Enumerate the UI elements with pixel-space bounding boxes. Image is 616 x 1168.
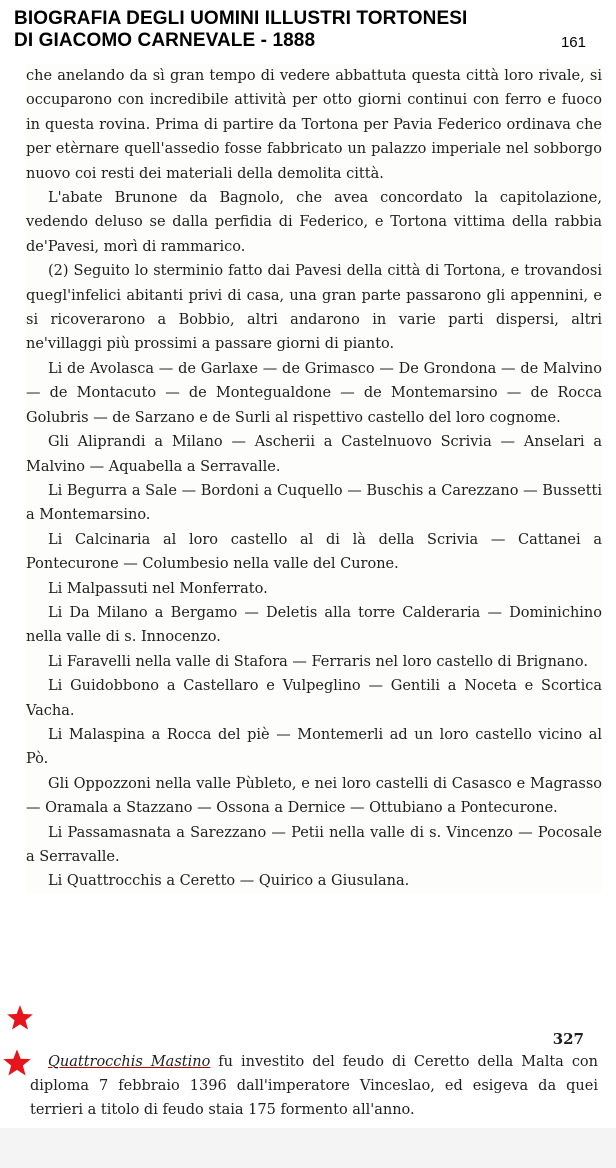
paragraph-note-2: (2) Seguito lo sterminio fatto dai Pavesi della città di Tortona, e trovandosi quegl'infelici abitanti privi di casa, una gran parte passarono gli appennini, e si ricoverarono a Bobbio, altri andarono in varie parti dispersi, altri ne'villaggi più prossimi a passare giorni di pianto.: [26, 263, 602, 353]
family-entry: Li Malaspina a Rocca del piè — Montemerli ad un loro castello vicino al Pò.: [26, 726, 602, 768]
underlined-name: Quattrocchis Mastino: [48, 1054, 211, 1070]
footnote-text: fu investito del feudo di Ceretto della Malta con diploma 7 febbraio 1396 dall'imperatore Vinceslao, ed esigeva da quei terrieri a titolo di feudo staia 175 formento all'anno.: [30, 1054, 599, 1118]
header-title-line1: BIOGRAFIA DEGLI UOMINI ILLUSTRI TORTONESI: [14, 8, 468, 29]
family-entry: Li Passamasnata a Sarezzano — Petii nella valle di s. Vincenzo — Pocosale a Serravalle.: [26, 824, 602, 865]
red-star-icon: [2, 1048, 32, 1078]
paragraph-siege: che anelando da sì gran tempo di vedere abbattuta questa città loro rivale, si occuparono con incredibile attività per otto giorni continui con ferro e fuoco in questa rovina. Prima di partire da Tortona per Pavia Federico ordinava che per etèrnare quell'assedio fosse fabbricato un palazzo imperiale nel sobborgo nuovo coi resti dei materiali della demolita città.: [26, 68, 602, 182]
family-entry: Li Calcinaria al loro castello al di là della Scrivia — Cattanei a Pontecurone — Columbesio nella valle del Curone.: [26, 531, 602, 573]
family-entry: Li de Avolasca — de Garlaxe — de Grimasco — De Grondona — de Malvino — de Montacuto — de Montegualdone — de Montemarsino — de Rocca Golubris — de Sarzano e de Surli al rispettivo castello del loro cognome.: [26, 360, 602, 426]
footnote-quattrocchis: [30, 1050, 598, 1122]
family-entry: Li Da Milano a Bergamo — Deletis alla torre Calderaria — Dominichino nella valle di s. Innocenzo.: [26, 604, 602, 646]
scanned-page-text: [26, 64, 602, 894]
family-entry: Li Guidobbono a Castellaro e Vulpeglino — Gentili a Noceta e Scortica Vacha.: [26, 678, 602, 719]
family-entry: Li Begurra a Sale — Bordoni a Cuquello — Buschis a Carezzano — Bussetti a Montemarsino.: [26, 482, 602, 524]
bottom-margin: [0, 1128, 616, 1168]
lower-page-number: 327: [552, 1030, 584, 1048]
family-entry-quattrocchis: Li Quattrocchis a Ceretto — Quirico a Giusulana.: [48, 873, 410, 890]
family-entry: Li Malpassuti nel Monferrato.: [48, 580, 268, 597]
family-entry: Gli Aliprandi a Milano — Ascherii a Castelnuovo Scrivia — Anselari a Malvino — Aquabella a Serravalle.: [26, 434, 602, 475]
page-number: 161: [560, 34, 586, 51]
document-header: [14, 8, 604, 52]
red-star-icon: [6, 1004, 34, 1032]
paragraph-abate: L'abate Brunone da Bagnolo, che avea concordato la capitolazione, vedendo deluso se dalla perfidia di Federico, e Tortona vittima della rabbia de'Pavesi, morì di rammarico.: [26, 190, 602, 255]
family-entry: Li Faravelli nella valle di Stafora — Ferraris nel loro castello di Brignano.: [48, 653, 588, 670]
family-entry: Gli Oppozzoni nella valle Pùbleto, e nei loro castelli di Casasco e Magrasso — Oramala a Stazzano — Ossona a Dernice — Ottubiano a Pontecurone.: [26, 775, 602, 817]
header-title-line2: DI GIACOMO CARNEVALE - 1888: [14, 30, 316, 51]
